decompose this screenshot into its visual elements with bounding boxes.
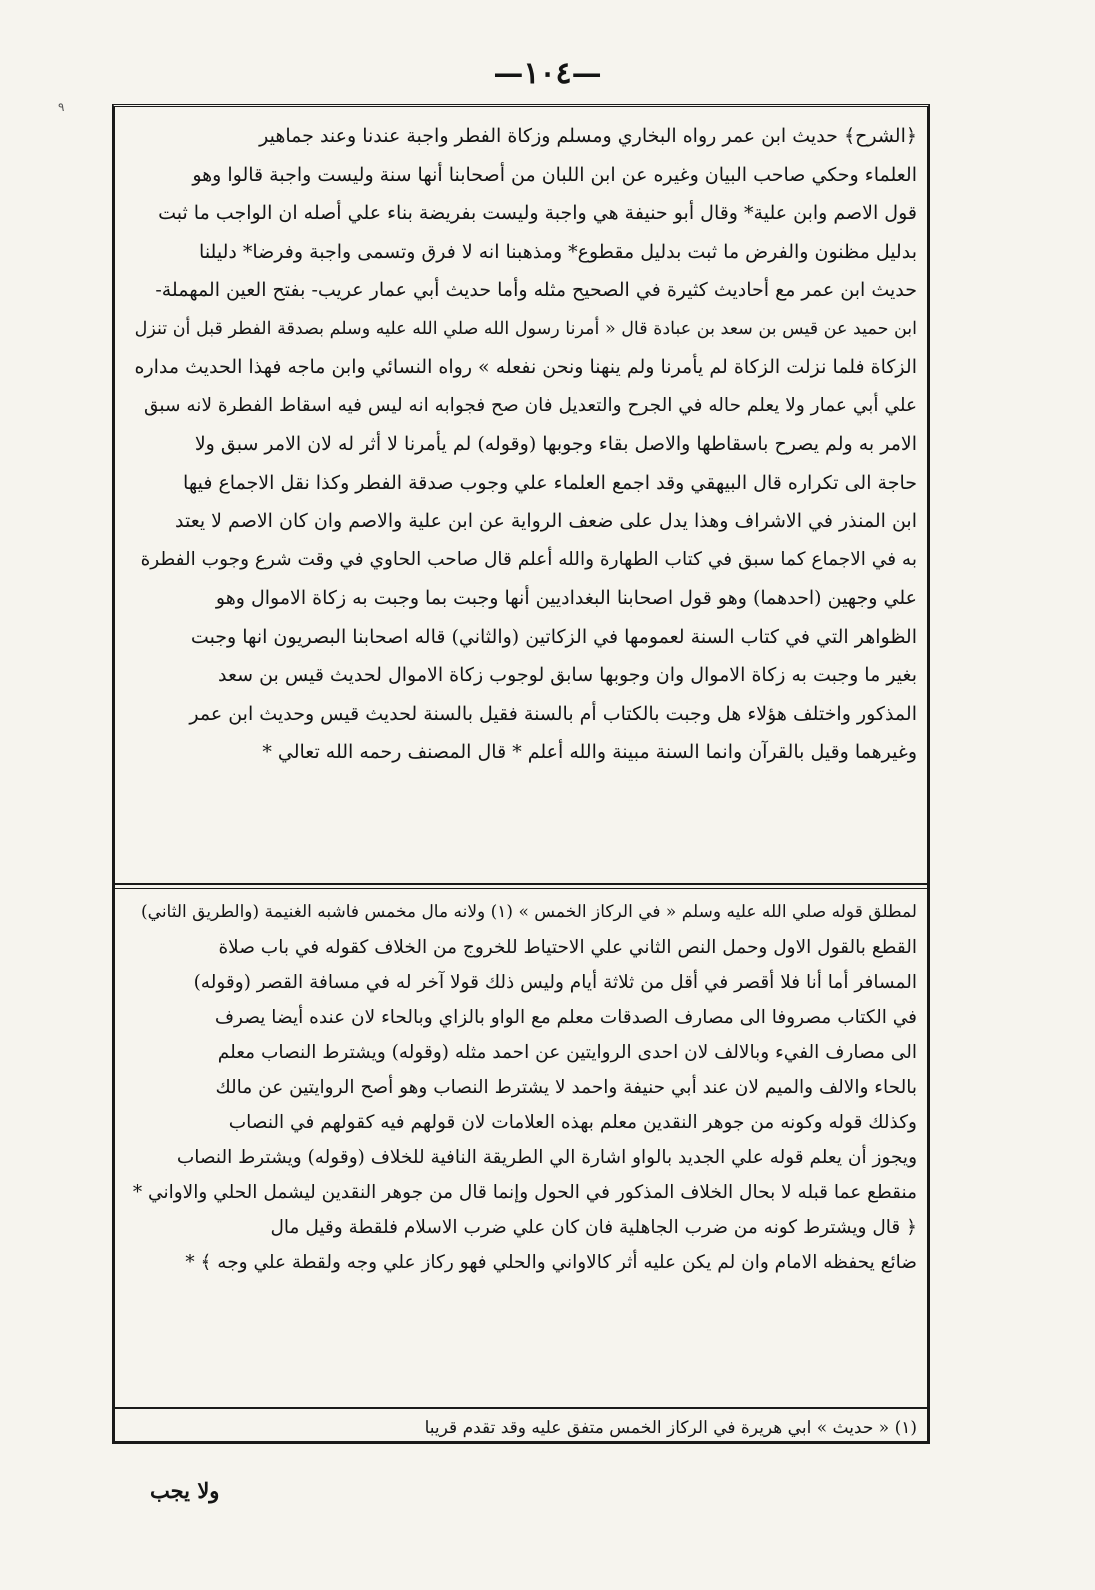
sharh-line: به في الاجماع كما سبق في كتاب الطهارة والله أعلم قال صاحب الحاوي في وقت شرع وجوب الفطرة: [140, 548, 917, 570]
sharh-line: الزكاة فلما نزلت الزكاة لم يأمرنا ولم ينهنا ونحن نفعله » رواه النسائي وابن ماجه فهذا الحديث مداره: [134, 356, 917, 378]
sharh-line: بدليل مظنون والفرض ما ثبت بدليل مقطوع* ومذهبنا انه لا فرق وتسمى واجبة وفرضا* دليلنا: [199, 240, 917, 263]
sharh-line: الظواهر التي في كتاب السنة لعمومها في الزكاتين (والثاني) قاله اصحابنا البصريون انها وجبت: [190, 625, 917, 648]
sharh-line: ابن حميد عن قيس بن سعد بن عبادة قال « أمرنا رسول الله صلي الله عليه وسلم بصدقة الفطر قبل أن تنزل: [134, 318, 917, 339]
sharh-line: العلماء وحكي صاحب البيان وغيره عن ابن اللبان من أصحابنا أنها سنة وليست واجبة قالوا وهو: [192, 163, 917, 186]
sharh-line: قول الاصم وابن علية* وقال أبو حنيفة هي واجبة وليست بفريضة بناء علي أصله ان الواجب ما ثبت: [158, 202, 917, 224]
sharh-line: بغير ما وجبت به زكاة الاموال وان وجوبها سابق لوجوب زكاة الاموال لحديث قيس بن سعد: [217, 664, 917, 686]
sharh-line: وغيرهما وقيل بالقرآن وانما السنة مبينة والله أعلم * قال المصنف رحمه الله تعالي *: [262, 741, 917, 763]
hashiya-line: المسافر أما أنا فلا أقصر في أقل من ثلاثة أيام وليس ذلك قولا آخر له في مسافة القصر (وقوله): [193, 972, 917, 993]
hashiya-line: في الكتاب مصروفا الى مصارف الصدقات معلم مع الواو بالزاي وبالحاء لان عنده أيضا يصرف: [214, 1007, 917, 1028]
hashiya-line: وكذلك قوله وكونه من جوهر النقدين معلم بهذه العلامات لان قولهم فيه كقولهم في النصاب: [228, 1112, 917, 1133]
hashiya-line: ضائع يحفظه الامام وان لم يكن عليه أثر كالاواني والحلي فهو ركاز علي وجه ولقطة علي وجه ﴾ *: [185, 1252, 917, 1273]
sharh-line: حاجة الى تكراره قال البيهقي وقد اجمع العلماء علي وجوب صدقة الفطر وكذا نقل الاجماع فيها: [183, 471, 917, 494]
hashiya-line: منقطع عما قبله لا بحال الخلاف المذكور في الحول وإنما قال من جوهر النقدين ليشمل الحلي والاواني *: [132, 1182, 917, 1203]
page-number: —١٠٤—: [493, 56, 602, 91]
hashiya-line: لمطلق قوله صلي الله عليه وسلم « في الركاز الخمس » (١) ولانه مال مخمس فاشبه الغنيمة (والطريق الثاني): [141, 902, 917, 922]
footnote-line: (١) « حديث » ابي هريرة في الركاز الخمس متفق عليه وقد تقدم قريبا: [424, 1418, 917, 1438]
hashiya-line: القطع بالقول الاول وحمل النص الثاني علي الاحتياط للخروج من الخلاف كقوله في باب صلاة: [218, 937, 917, 958]
hashiya-line: الى مصارف الفيء وبالالف لان احدى الروايتين عن احمد مثله (وقوله) ويشترط النصاب معلم: [217, 1042, 917, 1063]
margin-mark: ٩: [58, 100, 65, 114]
sharh-line: الامر به ولم يصرح باسقاطها والاصل بقاء وجوبها (وقوله) لم يأمرنا لا أثر له لان الامر سبق ولا: [194, 433, 917, 455]
lower-commentary: [125, 895, 917, 1280]
section-divider: [115, 883, 927, 889]
footnote: [125, 1413, 917, 1443]
catchword: ولا يجب: [150, 1478, 220, 1503]
sharh-line: ابن المنذر في الاشراف وهذا يدل على ضعف الرواية عن ابن علية والاصم وان كان الاصم لا يعتد: [174, 510, 917, 532]
sharh-commentary: [125, 117, 917, 772]
hashiya-line: بالحاء والالف والميم لان عند أبي حنيفة واحمد لا يشترط النصاب وهو أصح الروايتين عن مالك: [215, 1077, 917, 1098]
hashiya-line: ويجوز أن يعلم قوله علي الجديد بالواو اشارة الي الطريقة النافية للخلاف (وقوله) ويشترط النصاب: [176, 1147, 917, 1168]
footnote-divider: [115, 1407, 927, 1410]
sharh-line: علي أبي عمار ولا يعلم حاله في الجرح والتعديل فان صح فجوابه انه ليس فيه اسقاط الفطرة لانه سبق: [144, 394, 917, 416]
sharh-line: ﴿الشرح﴾ حديث ابن عمر رواه البخاري ومسلم وزكاة الفطر واجبة عندنا وعند جماهير: [259, 125, 917, 147]
sharh-line: علي وجهين (احدهما) وهو قول اصحابنا البغداديين أنها وجبت بما وجبت به زكاة الاموال وهو: [215, 587, 917, 609]
page-frame: [112, 104, 930, 1444]
sharh-line: المذكور واختلف هؤلاء هل وجبت بالكتاب أم بالسنة فقيل بالسنة لحديث قيس وحديث ابن عمر: [189, 702, 917, 725]
sharh-line: حديث ابن عمر مع أحاديث كثيرة في الصحيح مثله وأما حديث أبي عمار عريب- بفتح العين المهملة-: [155, 279, 917, 301]
hashiya-line: ﴿ قال ويشترط كونه من ضرب الجاهلية فان كان علي ضرب الاسلام فلقطة وقيل مال: [270, 1217, 917, 1238]
